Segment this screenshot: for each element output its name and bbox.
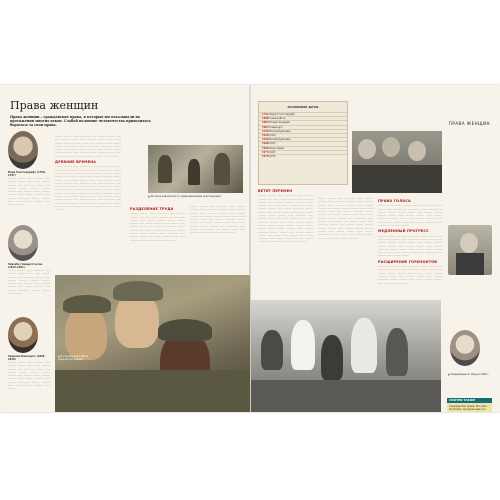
- section-heading: ПРАВО ГОЛОСА: [378, 199, 411, 203]
- key-date-text: Шри-Ланка: [269, 146, 285, 150]
- key-date-text: Сенека-Фолс: [269, 117, 286, 121]
- portrait-text: ——— ——— —— ———— —— ——— ——— —— —— ——— ——— —— ———— ——— —— ——— ——— ——— ——— ——— —— ——— ——— ——— ——— —— ——— ——— —— ——— ———— ——— ——— —— ——— ——— ——— —— ———: [8, 361, 50, 391]
- key-dates-title: ОСНОВНЫЕ ДАТЫ: [287, 105, 319, 109]
- page-number-left: 248: [117, 401, 123, 405]
- section-heading: РАСШИРЕНИЕ ГОРИЗОНТОВ: [378, 259, 438, 264]
- key-date-row: [259, 154, 347, 158]
- key-date-year: 1918: [262, 129, 269, 133]
- portrait-text: ——— ——— —— ———— —— ——— ——— —— —— ——— ——— —— ———— ——— —— ——— ——— ——— ——— ——— —— ——— ——— ——— ——— —— ——— ——— —— ——— ———— ——— ——— —— ———: [8, 269, 50, 296]
- medieval-peasants-photo: [148, 145, 243, 193]
- key-date-year: 1792: [262, 113, 269, 116]
- portrait-wollstonecraft: [8, 131, 38, 169]
- portrait-caption: ▲ Нидерланды Ф. Форд в 1946 г.: [448, 373, 490, 376]
- see-also-title: СМОТРИ ТАКЖЕ: [447, 398, 492, 403]
- key-date-year: 1848: [262, 117, 269, 121]
- key-date-text: ООН: [269, 142, 276, 146]
- key-date-year: 1920: [262, 134, 269, 138]
- book-spread: [0, 85, 500, 412]
- see-also-box: [447, 398, 492, 412]
- portrait-caption: Мэри Уолстонкрафт (1759–1797): [8, 171, 46, 177]
- key-date-year: 1928: [262, 138, 269, 142]
- typists-photo: [352, 131, 442, 193]
- key-date-year: 1960: [262, 146, 269, 150]
- key-dates-box: [258, 101, 348, 185]
- see-also-body: Гражданские права. История. Политика. Промышленность.: [449, 404, 488, 411]
- running-head: ПРАВА ЖЕНЩИН: [448, 121, 490, 126]
- section-heading: РАЗДЕЛЕНИЕ ТРУДА: [130, 207, 174, 211]
- key-date-text: ООН: [269, 150, 276, 154]
- page-title: Права женщин: [10, 99, 99, 112]
- photo-caption: ▲ В странах Азии СДЭ в Саудовской Аравии: [58, 355, 89, 361]
- portrait-stanton: [8, 225, 38, 261]
- photo-caption: ▲ История знакомства со средневековыми крестьянками: [148, 195, 221, 198]
- key-date-year: 1893: [262, 121, 269, 125]
- key-date-year: 1948: [262, 142, 269, 146]
- body-column: ПРАВО ГОЛОСА ——— ——— —— ———— —— ——— ——— —— —— ——— ——— —— ———— ——— —— ——— ——— ——— ——— ——— —— ——— ——— ——— ——— —— ——— ——— —— ——— ———— ——— ——— —— ——— ——— ——— —— ——— ——— ——— ——— —— ———— —— ——— ——— —— ——— МЕДЛЕННЫЙ ПРОГРЕСС ——— ——— —— ———— —— ——— ——— —— —— ——— ——— —— ———— ——— —— ——— ——— ——— ——— ——— —— ——— ——— ——— ——— —— ——— ——— —— ——— ———— ——— ——— —— ——— ——— ——— —— ——— ——— ——— ——— —— ———— —— ——— ——— —— ——— РАСШИРЕНИЕ ГОРИЗОНТОВ ——— ——— —— ———— —— ——— ——— —— —— ——— ——— —— ———— ——— —— ——— ——— ——— ——— ——— —— ——— ——— ——— ——— —— ——— ——— —— ——— ———— ——— ——— —— ——— ——— ——— —— ——— ——— ———: [378, 199, 442, 285]
- suffragette-crowd-photo: [251, 300, 441, 412]
- portrait-pankhurst: [8, 317, 38, 353]
- marcher-photo: [448, 225, 492, 275]
- portrait-indira-gandhi: [450, 330, 480, 366]
- key-date-text: Новая Зеландия: [269, 121, 291, 125]
- portrait-text: ——— ——— —— ———— —— ——— ——— —— —— ——— ——— —— ———— ——— —— ——— ——— ——— ——— ——— —— ——— ——— ——— ——— —— ——— ——— —— ——— ———— ——— ——— —— ——— ——— ——— —— ——— ———: [8, 177, 50, 207]
- key-date-text: Панкхерст: [269, 125, 283, 129]
- key-date-year: 1903: [262, 125, 269, 129]
- key-date-text: Великобритания: [269, 129, 291, 133]
- key-date-year: 1975: [262, 150, 269, 154]
- section-heading: МЕДЛЕННЫЙ ПРОГРЕСС: [378, 229, 429, 234]
- body-column: ВЕТЕР ПЕРЕМЕН ——— ——— —— ———— —— ——— ——— —— —— ——— ——— —— ———— ——— —— ——— ——— ——— ——— ——— —— ——— ——— ——— ——— —— ——— ——— —— ——— ———— ——— ——— —— ——— ——— ——— —— ——— ——— ——— ——— —— ———— —— ——— ——— —— —— ——— ——— —— ———— ——— —— ——— ——— ——— ——— ——— —— ——— ——— ——— ——— —— ——— ——— —— ——— ———— ——— ——— —— ——— ——— ——— —— ——— ——— ——— ——— —— ———— —— ——— ——— —— —— ——— ——— —— ———— ——— —— ———: [258, 189, 313, 244]
- portrait-caption: Эммелин Панкхерст (1858–1928): [8, 355, 46, 361]
- key-date-text: ООН: [269, 155, 276, 159]
- body-column: РАЗДЕЛЕНИЕ ТРУДА ——— ——— —— ———— —— ——— ——— —— —— ——— ——— —— ———— ——— —— ——— ——— ——— ——— ——— —— ——— ——— ——— ——— —— ——— ——— —— ——— ———— ——— ——— —— ——— ——— ——— —— ——— ——— ——— ——— —— ———— —— ——— ——— —— —— ——— ——— —— ———— ——— ——— ——— ———: [130, 207, 185, 242]
- key-date-text: Великобритания: [269, 138, 291, 142]
- portrait-caption: Элизабет Кейди Стэнтон (1815–1902): [8, 263, 43, 269]
- soldiers-photo: [55, 275, 250, 412]
- key-date-year: 1979: [262, 155, 269, 159]
- section-heading: ДРЕВНИЕ ВРЕМЕНА: [55, 160, 97, 165]
- body-column: ——— ——— —— ———— —— ——— ——— —— —— ——— ——— —— ———— ——— —— ——— ——— ——— ——— ——— —— ——— ——— ——— ——— —— ——— ——— —— ——— ———— ——— ——— —— ——— ——— ——— —— ——— ——— ——— ——— —— ———— —— ——— ——— —— —— ——— ——— —— ———— ——— —— ——— ——— ——— ——— ——— —— ——— ——— ——— ——— —— ——— ——— —— ——— ———— ——— ——— —— ——— ——— ——— —— ——— ——— ———: [318, 197, 373, 240]
- key-date-text: Мэри Уолстонкрафт: [269, 113, 296, 116]
- key-date-text: США: [269, 134, 276, 138]
- section-heading: ВЕТЕР ПЕРЕМЕН: [258, 189, 293, 193]
- body-column: ——— ——— —— ———— —— ——— ——— —— —— ——— ——— —— ———— ——— —— ——— ——— ——— ——— ——— —— ——— ——— ——— ——— —— ——— ——— —— ——— ———— ——— ——— —— ——— ——— ——— —— ——— ——— ——— ——— —— ———— —— ——— ——— —— —— ——— ——— —— ———— ——— —— ——— ДРЕВНИЕ ВРЕМЕНА ——— ——— —— ———— —— ——— ——— —— —— ——— ——— —— ———— ——— —— ——— ——— ——— ——— ——— —— ——— ——— ——— ——— —— ——— ——— —— ——— ———— ——— ——— —— ——— ——— ——— —— ——— ——— ——— ——— —— ———— —— ——— ——— —— —— ——— ——— —— ———— ——— —— ——— ——— ——— ——— ——— —— ——— ——— ——— ——— —— ——— ——— —— ——— ———— ——— ——— —— ——— ——— ——— —— ——— ——— ——— ——— —— ———— —— ——— ——— —— —— ——— ——— —— ———— ——— —— ——— ——— ——— ——— ——— —— ——— ——— ——— ———: [55, 135, 121, 212]
- page-number-right: 249: [356, 401, 362, 405]
- body-column: ——— ——— —— ———— —— ——— ——— —— —— ——— ——— —— ———— ——— —— ——— ——— ——— ——— ——— —— ——— ——— ——— ——— —— ——— ——— —— ——— ———— ——— ——— —— ——— ——— ——— —— ——— ——— ——— ——— —— ———— —— ——— ——— —— —— ——— ——— —— ———— ——— ——— ——— ———: [190, 205, 245, 235]
- intro-text: Права женщин – гражданские права, в которых им отказывали на протяжении многих веков. Слабой половине человечества приходилось бороться за свои права.: [10, 115, 151, 128]
